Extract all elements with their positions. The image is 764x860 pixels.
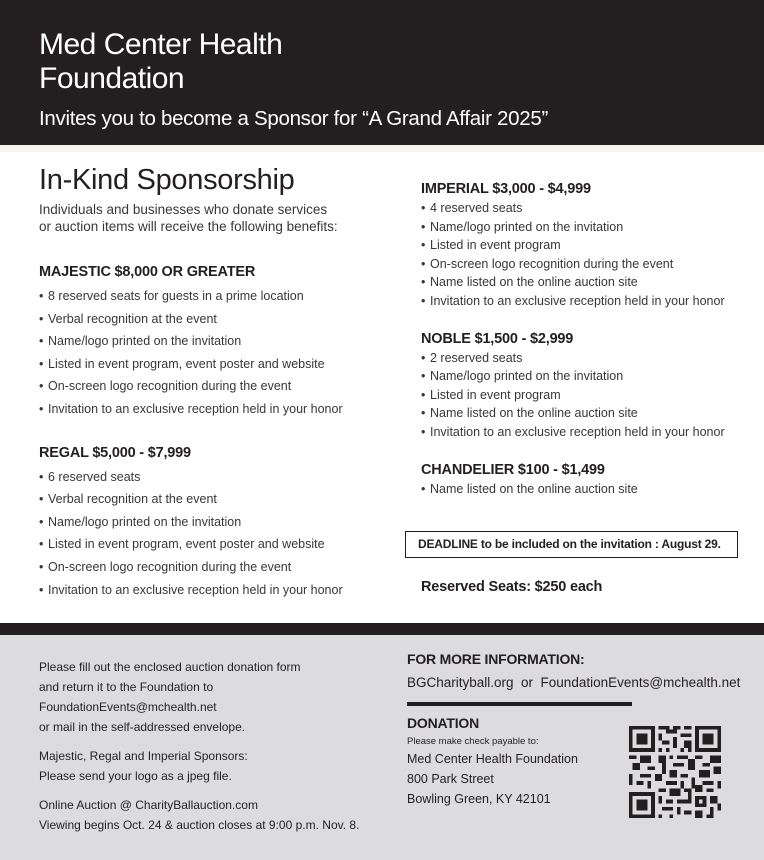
benefit-item (39, 466, 399, 489)
logo-note-line: Please send your logo as a jpeg file. (39, 769, 232, 783)
payee-street: 800 Park Street (407, 772, 494, 786)
benefit-text: Listed in event program (430, 238, 561, 253)
footer-instructions (39, 657, 389, 844)
benefit-text: 2 reserved seats (430, 350, 523, 365)
intro-line-2: or auction items will receive the following benefits: (39, 219, 338, 234)
benefit-item (421, 423, 761, 442)
instruction-line: Please fill out the enclosed auction donation form (39, 660, 301, 674)
tier-regal (39, 443, 399, 602)
benefit-text: Listed in event program (430, 387, 561, 402)
benefit-text: 8 reserved seats for guests in a prime location (48, 289, 304, 303)
bullet-icon: • (421, 275, 426, 290)
instruction-line: or mail in the self-addressed envelope. (39, 720, 246, 734)
benefit-item (39, 488, 399, 511)
benefit-item (39, 308, 399, 331)
bullet-icon: • (39, 537, 44, 552)
divider-strip (0, 145, 764, 152)
benefit-item (421, 367, 761, 386)
benefit-text: Invitation to an exclusive reception held in your honor (430, 424, 725, 439)
logo-note-line: Majestic, Regal and Imperial Sponsors: (39, 749, 248, 763)
benefit-text: Invitation to an exclusive reception held in your honor (48, 401, 343, 416)
header-banner (0, 0, 764, 145)
footer-divider-bar (0, 623, 764, 635)
benefit-text: Name/logo printed on the invitation (430, 369, 624, 384)
benefit-item (39, 579, 399, 602)
bullet-icon: • (421, 219, 426, 234)
benefit-item (39, 398, 399, 421)
benefit-item (421, 199, 761, 218)
bullet-icon: • (39, 401, 44, 416)
bullet-icon: • (39, 559, 44, 574)
benefit-text: Name listed on the online auction site (430, 481, 638, 496)
benefit-text: On-screen logo recognition during the event (48, 379, 292, 394)
benefit-text: On-screen logo recognition during the event (430, 256, 674, 271)
benefit-item (39, 511, 399, 534)
bullet-icon: • (421, 201, 426, 215)
bullet-icon: • (421, 293, 426, 308)
tier-name: IMPERIAL $3,000 - $4,999 (421, 181, 591, 197)
benefit-text: Listed in event program, event poster and website (48, 356, 325, 371)
tier-name: CHANDELIER $100 - $1,499 (421, 461, 605, 478)
intro-line-1: Individuals and businesses who donate services (39, 202, 328, 217)
tier-imperial (421, 179, 761, 311)
auction-link[interactable]: Online Auction @ CharityBallauction.com (39, 798, 258, 812)
benefit-item (39, 533, 399, 556)
benefit-list (421, 199, 761, 311)
section-rule (407, 702, 632, 706)
tier-chandelier (421, 460, 761, 499)
benefit-text: Verbal recognition at the event (48, 492, 217, 507)
benefit-item (421, 273, 761, 292)
benefit-item (421, 349, 761, 368)
bullet-icon: • (39, 514, 44, 529)
bullet-icon: • (39, 334, 44, 349)
payee-city: Bowling Green, KY 42101 (407, 792, 551, 806)
benefit-text: Invitation to an exclusive reception held in your honor (430, 293, 725, 308)
bullet-icon: • (421, 424, 426, 439)
benefit-text: Name/logo printed on the invitation (48, 514, 242, 529)
bullet-icon: • (421, 369, 426, 384)
benefit-text: Verbal recognition at the event (48, 311, 217, 326)
bullet-icon: • (39, 582, 44, 597)
benefit-list (421, 480, 761, 499)
benefit-text: Name listed on the online auction site (430, 406, 638, 421)
benefit-item (421, 292, 761, 311)
more-info-heading: FOR MORE INFORMATION: (407, 651, 585, 667)
qr-code-icon[interactable] (629, 726, 721, 818)
donation-form-instructions (39, 657, 389, 737)
benefit-text: Name/logo printed on the invitation (430, 219, 624, 234)
right-column (421, 179, 761, 498)
tier-majestic (39, 262, 399, 421)
benefit-text: On-screen logo recognition during the event (48, 559, 292, 574)
organization-name (39, 28, 282, 96)
email-link[interactable]: FoundationEvents@mchealth.net (39, 700, 217, 714)
tier-name: MAJESTIC $8,000 OR GREATER (39, 264, 256, 280)
benefit-item (39, 330, 399, 353)
benefit-list (39, 466, 399, 602)
logo-instructions (39, 746, 389, 786)
deadline-notice: DEADLINE to be included on the invitation : August 29. (405, 531, 738, 558)
bullet-icon: • (39, 311, 44, 326)
bullet-icon: • (421, 481, 426, 496)
tagline: Invites you to become a Sponsor for “A Grand Affair 2025” (39, 107, 548, 130)
org-name-line-1: Med Center Health (39, 28, 283, 61)
bullet-icon: • (421, 238, 426, 253)
instruction-line: and return it to the Foundation to (39, 680, 214, 694)
auction-info (39, 795, 389, 835)
tier-name: REGAL $5,000 - $7,999 (39, 444, 191, 461)
benefit-item (421, 255, 761, 274)
bullet-icon: • (39, 492, 44, 507)
org-name-line-2: Foundation (39, 62, 185, 95)
benefit-item (39, 285, 399, 308)
benefit-item (39, 556, 399, 579)
benefit-item (421, 236, 761, 255)
tier-name: NOBLE $1,500 - $2,999 (421, 330, 574, 347)
donation-note: Please make check payable to: (407, 736, 539, 747)
benefit-item (421, 480, 761, 499)
payee-name: Med Center Health Foundation (407, 752, 578, 766)
bullet-icon: • (421, 406, 426, 421)
benefit-text: Listed in event program, event poster and website (48, 537, 325, 552)
reserved-seats-price: Reserved Seats: $250 each (421, 579, 603, 595)
left-column (39, 163, 399, 601)
contact-links[interactable]: BGCharityball.org or FoundationEvents@mchealth.net (407, 675, 741, 690)
benefit-item (39, 375, 399, 398)
benefit-text: Name listed on the online auction site (430, 275, 638, 290)
bullet-icon: • (39, 356, 44, 371)
bullet-icon: • (39, 469, 44, 484)
bullet-icon: • (39, 379, 44, 394)
auction-dates: Viewing begins Oct. 24 & auction closes at 9:00 p.m. Nov. 8. (39, 818, 360, 832)
intro-text (39, 201, 399, 235)
tier-noble (421, 329, 761, 442)
benefit-item (421, 386, 761, 405)
benefit-item (421, 218, 761, 237)
section-title: In-Kind Sponsorship (39, 164, 295, 196)
benefit-text: 6 reserved seats (48, 469, 141, 484)
donation-heading: DONATION (407, 715, 480, 731)
bullet-icon: • (421, 350, 426, 365)
benefit-item (421, 404, 761, 423)
benefit-item (39, 353, 399, 376)
benefit-text: Name/logo printed on the invitation (48, 334, 242, 349)
benefit-text: 4 reserved seats (430, 201, 523, 215)
bullet-icon: • (421, 387, 426, 402)
bullet-icon: • (421, 256, 426, 271)
benefit-list (421, 349, 761, 442)
bullet-icon: • (39, 289, 44, 303)
benefit-list (39, 285, 399, 421)
benefit-text: Invitation to an exclusive reception held in your honor (48, 582, 343, 597)
